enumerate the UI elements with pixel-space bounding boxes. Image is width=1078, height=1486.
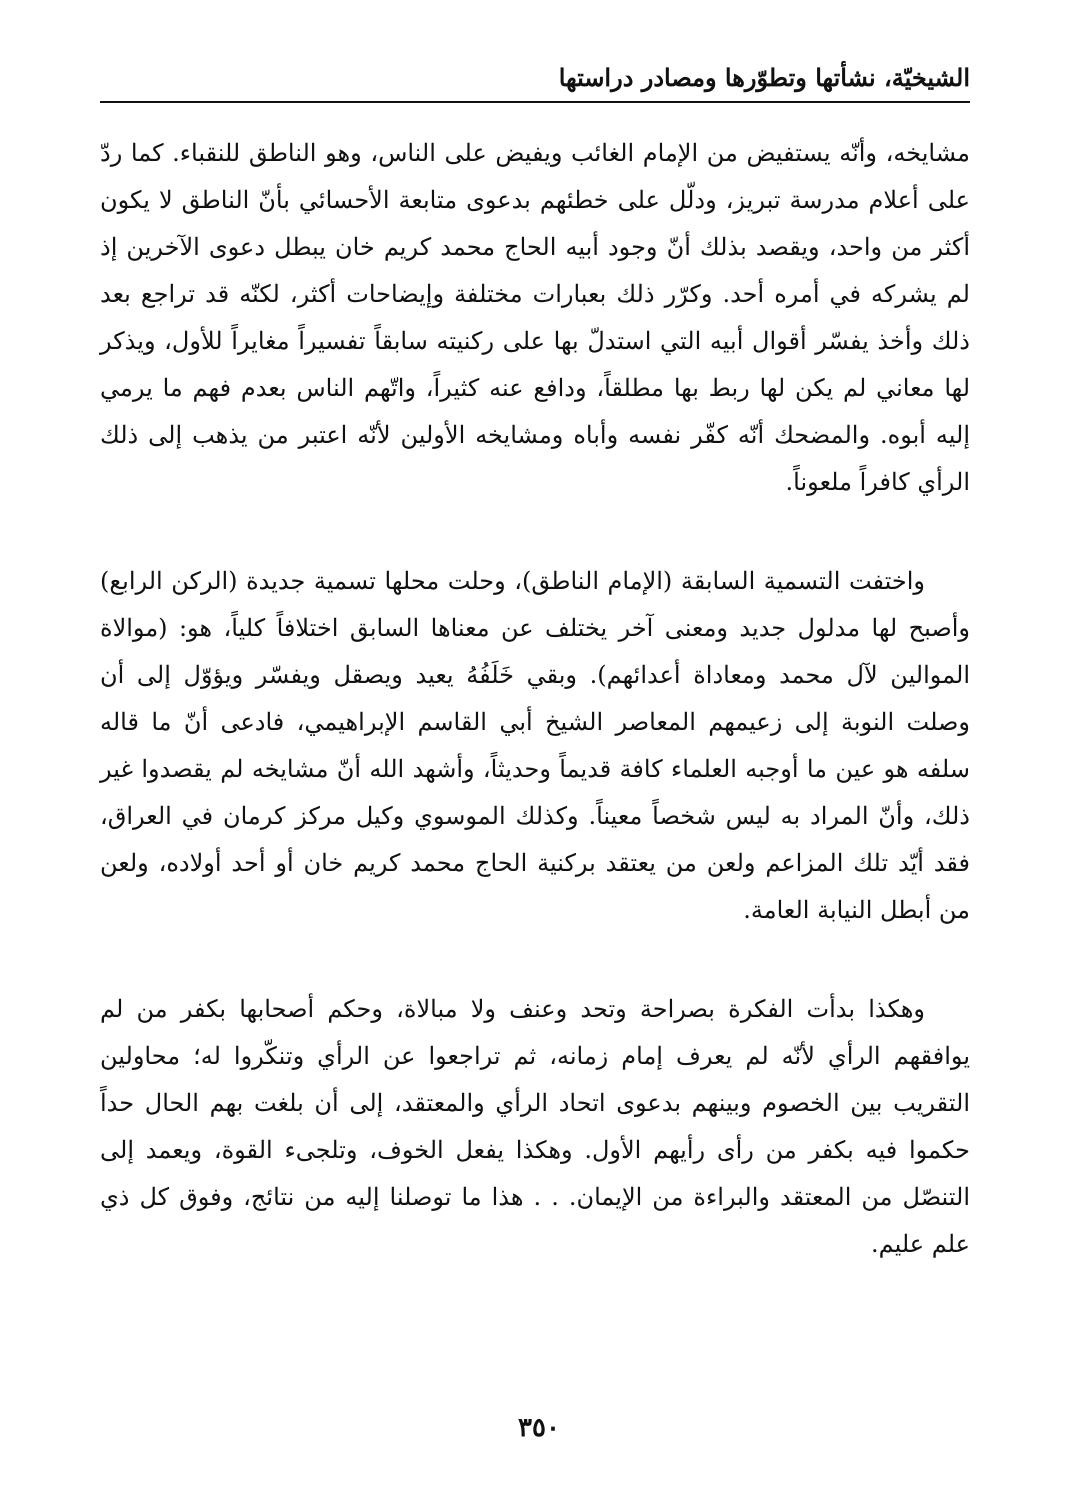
paragraph-conclusion: وهكذا بدأت الفكرة بصراحة وتحد وعنف ولا مبالاة، وحكم أصحابها بكفر من لم يوافقهم الرأي لأنّه لم يعرف إمام زمانه، ثم تراجعوا عن الرأي وتنكّروا له؛ محاولين التقريب بين الخصوم وبينهم بدعوى اتحاد الرأي والمعتقد، إلى أن بلغت بهم الحال حداً حكموا فيه بكفر من رأى رأيهم الأول. وهكذا يفعل الخوف، وتلجىء القوة، ويعمد إلى التنصّل من المعتقد والبراءة من الإيمان. . . هذا ما توصلنا إليه من نتائج، وفوق كل ذي علم عليم. xyxy=(100,995,970,1258)
page-number: ٣٥٠ xyxy=(518,1413,560,1443)
header-divider xyxy=(100,101,970,103)
body-text xyxy=(100,130,970,1268)
paragraph-continued: مشايخه، وأنّه يستفيض من الإمام الغائب ويفيض على الناس، وهو الناطق للنقباء. كما ردّ على أعلام مدرسة تبريز، ودلّل على خطئهم بدعوى متابعة الأحسائي بأنّ الناطق لا يكون أكثر من واحد، ويقصد بذلك أنّ وجود أبيه الحاج محمد كريم خان يبطل دعوى الآخرين إذ لم يشركه في أمره أحد. وكرّر ذلك بعبارات مختلفة وإيضاحات أكثر، لكنّه قد تراجع بعد ذلك وأخذ يفسّر أقوال أبيه التي استدلّ بها على ركنيته سابقاً تفسيراً مغايراً للأول، ويذكر لها معاني لم يكن لها ربط بها مطلقاً، ودافع عنه كثيراً، واتّهم الناس بعدم فهم ما يرمي إليه أبوه. والمضحك أنّه كفّر نفسه وأباه ومشايخه الأولين لأنّه اعتبر من يذهب إلى ذلك الرأي كافراً ملعوناً. xyxy=(100,139,970,496)
paragraph-renaming: واختفت التسمية السابقة (الإمام الناطق)، وحلت محلها تسمية جديدة (الركن الرابع) وأصبح لها مدلول جديد ومعنى آخر يختلف عن معناها السابق اختلافاً كلياً، هو: (موالاة الموالين لآل محمد ومعاداة أعدائهم). وبقي خَلَفُهُ يعيد ويصقل ويفسّر ويؤوّل إلى أن وصلت النوبة إلى زعيمهم المعاصر الشيخ أبي القاسم الإبراهيمي، فادعى أنّ ما قاله سلفه هو عين ما أوجبه العلماء كافة قديماً وحديثاً، وأشهد الله أنّ مشايخه لم يقصدوا غير ذلك، وأنّ المراد به ليس شخصاً معيناً. وكذلك الموسوي وكيل مركز كرمان في العراق، فقد أيّد تلك المزاعم ولعن من يعتقد بركنية الحاج محمد كريم خان أو أحد أولاده، ولعن من أبطل النيابة العامة. xyxy=(100,567,971,924)
running-header-title: الشيخيّة، نشأتها وتطوّرها ومصادر دراستها xyxy=(558,63,970,92)
